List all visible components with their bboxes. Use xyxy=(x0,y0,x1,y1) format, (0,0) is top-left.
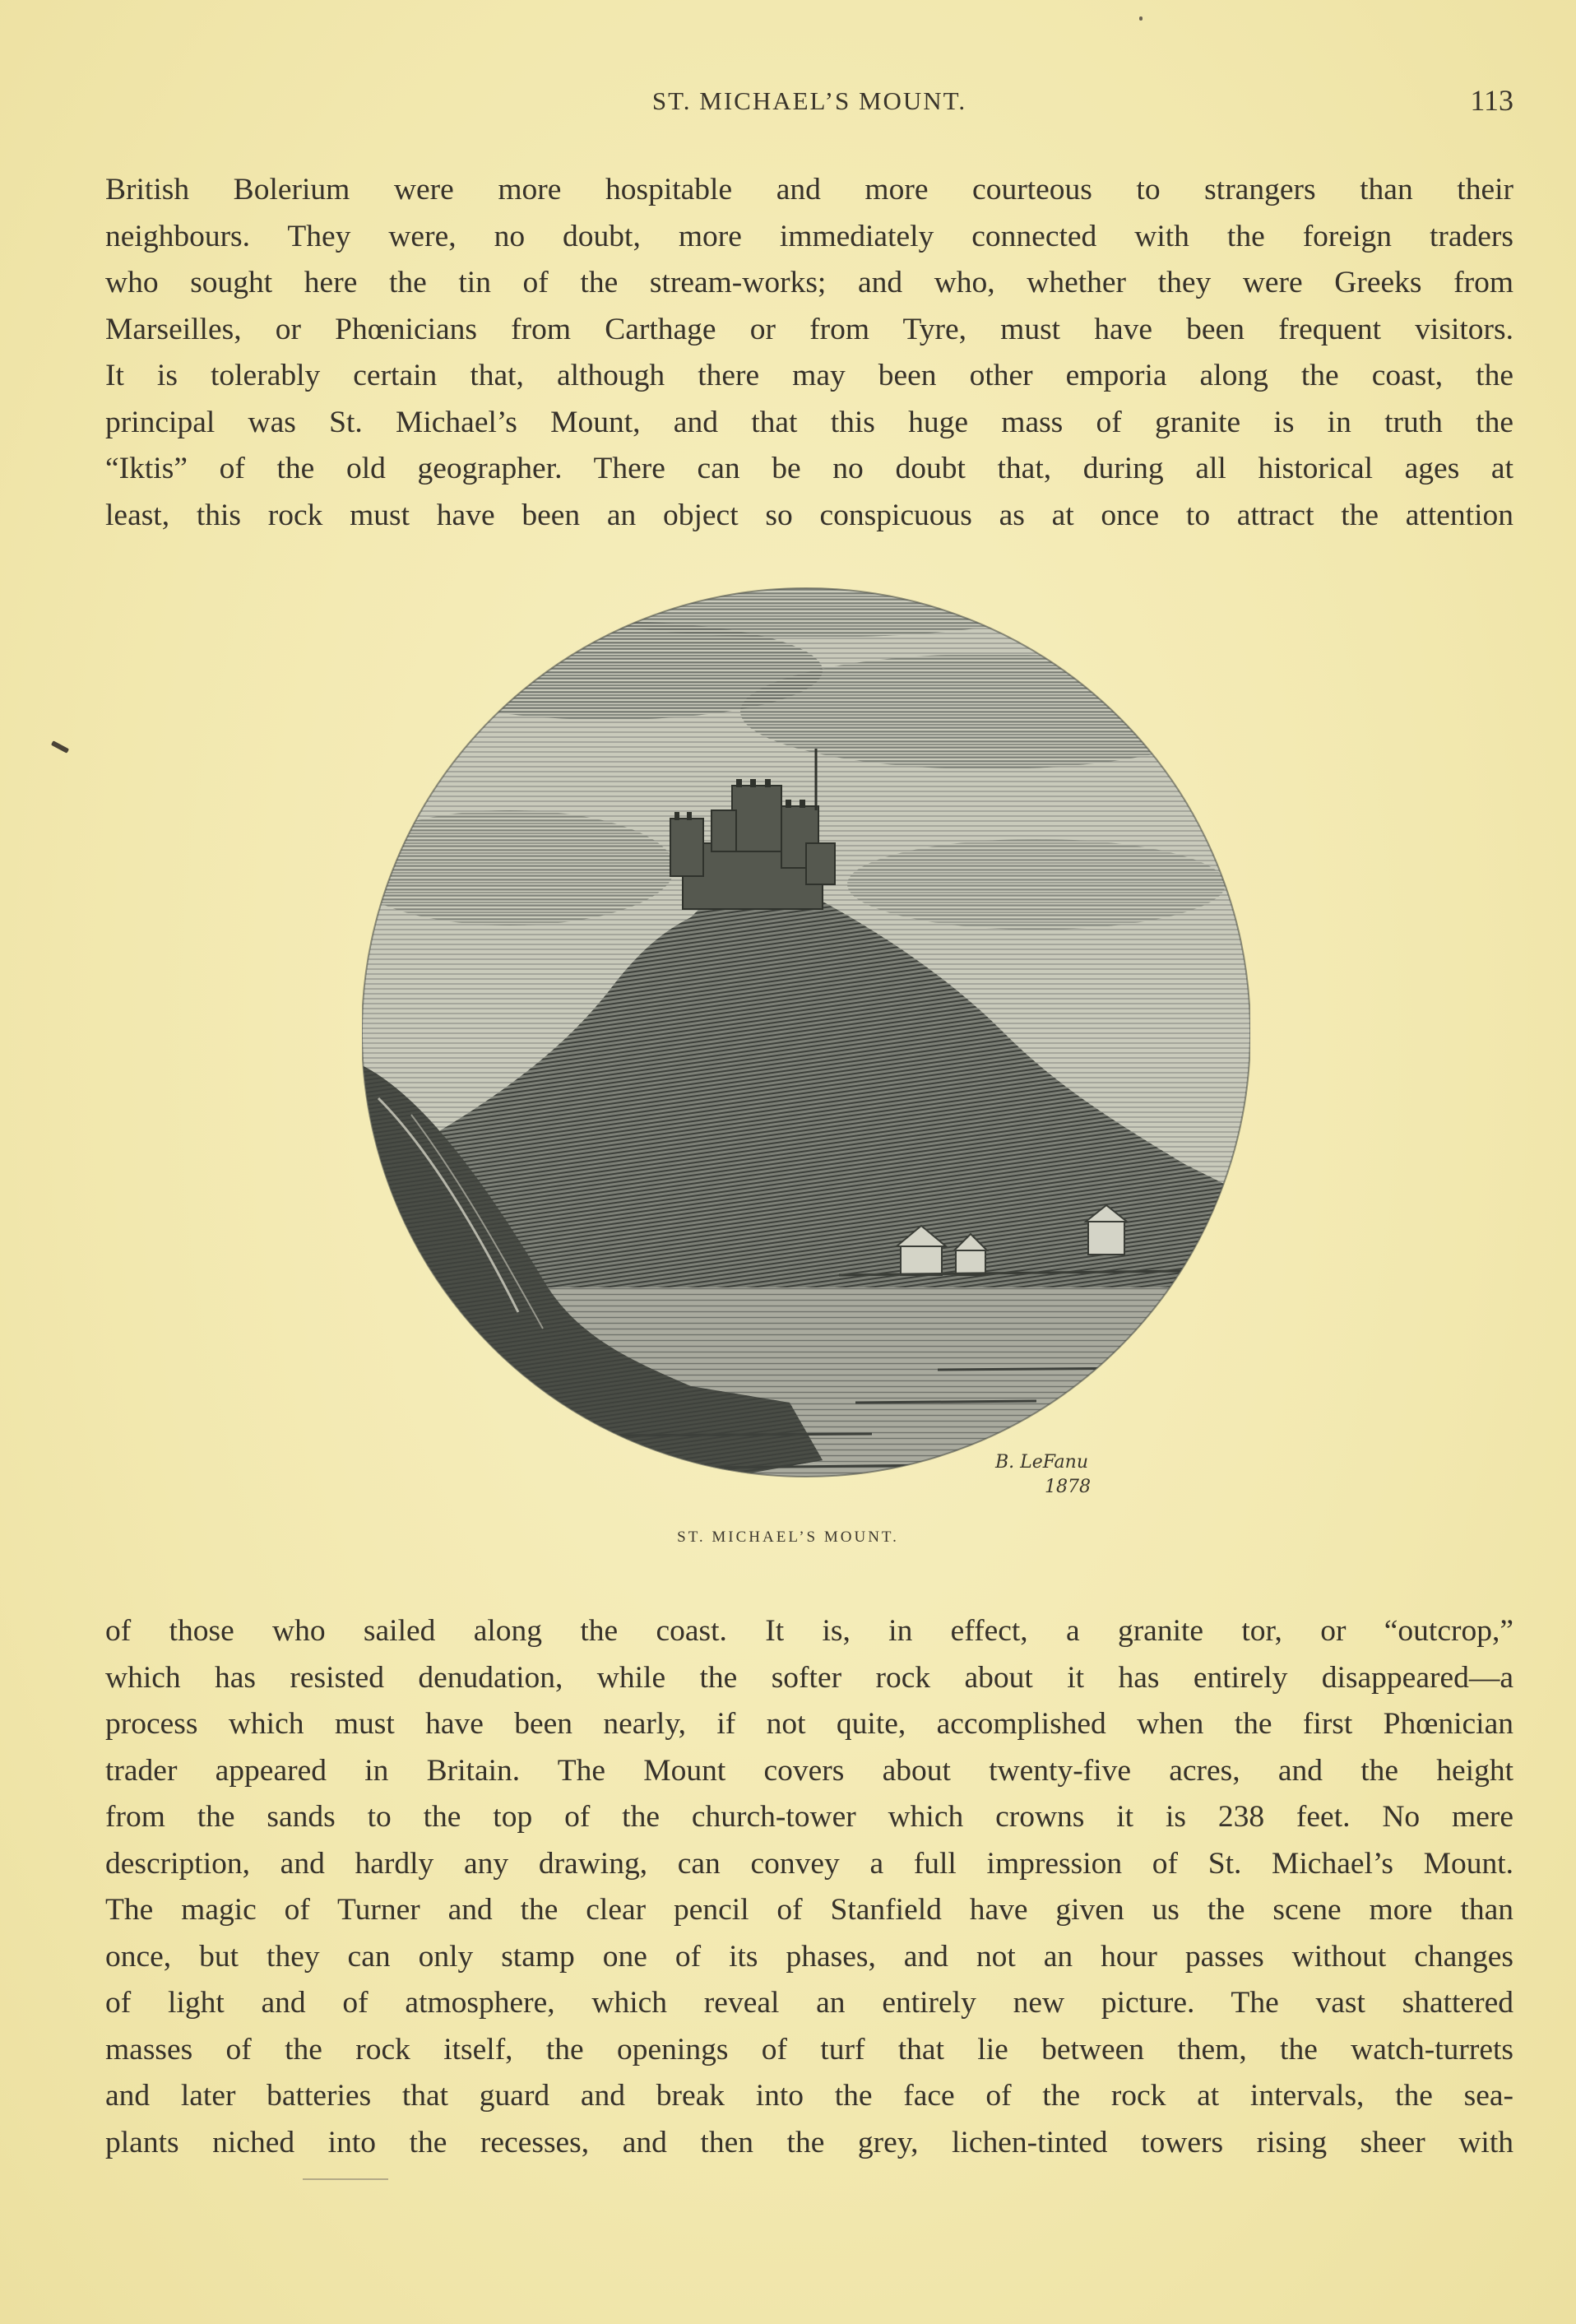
text-line: of those who sailed along the coast. It is, in effect, a granite tor, or “outcrop,” xyxy=(105,1614,1513,1648)
text-line: which has resisted denudation, while the softer rock about it has entirely disappeared—a xyxy=(105,1660,1513,1695)
text-line: process which must have been nearly, if not quite, accomplished when the first Phœnician xyxy=(105,1707,1513,1741)
text-line: neighbours. They were, no doubt, more immediately connected with the foreign traders xyxy=(105,219,1513,253)
paper-speck xyxy=(1139,16,1143,21)
text-line: masses of the rock itself, the openings of turf that lie between them, the watch-turrets xyxy=(105,2032,1513,2067)
engraving-figure xyxy=(362,572,1250,1542)
text-line: It is tolerably certain that, although there may been other emporia along the coast, the xyxy=(105,359,1513,392)
text-line: once, but they can only stamp one of its phases, and not an hour passes without changes xyxy=(105,1939,1513,1974)
text-line: plants niched into the recesses, and then the grey, lichen-tinted towers rising sheer with xyxy=(105,2125,1513,2159)
running-title: ST. MICHAEL’S MOUNT. xyxy=(651,86,967,115)
text-line: from the sands to the top of the church-tower which crowns it is 238 feet. No mere xyxy=(105,1800,1513,1834)
text-line: The magic of Turner and the clear pencil of Stanfield have given us the scene more than xyxy=(105,1893,1513,1927)
paragraph-bottom xyxy=(105,1608,1513,2166)
text-line: least, this rock must have been an object so conspicuous as at once to attract the attention xyxy=(105,498,1513,532)
text-line: British Bolerium were more hospitable and more courteous to strangers than their xyxy=(105,173,1513,206)
text-line: of light and of atmosphere, which reveal an entirely new picture. The vast shattered xyxy=(105,1986,1513,2020)
paragraph-top xyxy=(105,167,1513,539)
text-line: “Iktis” of the old geographer. There can be no doubt that, during all historical ages at xyxy=(105,452,1513,485)
footer-rule xyxy=(303,2178,388,2180)
running-head xyxy=(105,86,1513,128)
figure-caption: ST. MICHAEL’S MOUNT. xyxy=(677,1528,899,1546)
text-line: who sought here the tin of the stream-works; and who, whether they were Greeks from xyxy=(105,266,1513,299)
text-line: principal was St. Michael’s Mount, and that this huge mass of granite is in truth the xyxy=(105,405,1513,439)
artist-signature-year: 1878 xyxy=(1045,1477,1091,1497)
artist-signature: B. LeFanu xyxy=(995,1452,1089,1473)
text-line: description, and hardly any drawing, can convey a full impression of St. Michael’s Mount. xyxy=(105,1846,1513,1881)
text-line: trader appeared in Britain. The Mount covers about twenty-five acres, and the height xyxy=(105,1753,1513,1788)
text-line: Marseilles, or Phœnicians from Carthage or from Tyre, must have been frequent visitors. xyxy=(105,312,1513,346)
margin-mark xyxy=(51,740,69,754)
page-number: 113 xyxy=(1470,84,1513,117)
text-line: and later batteries that guard and break into the face of the rock at intervals, the sea- xyxy=(105,2079,1513,2113)
st-michaels-mount-engraving xyxy=(362,572,1250,1542)
